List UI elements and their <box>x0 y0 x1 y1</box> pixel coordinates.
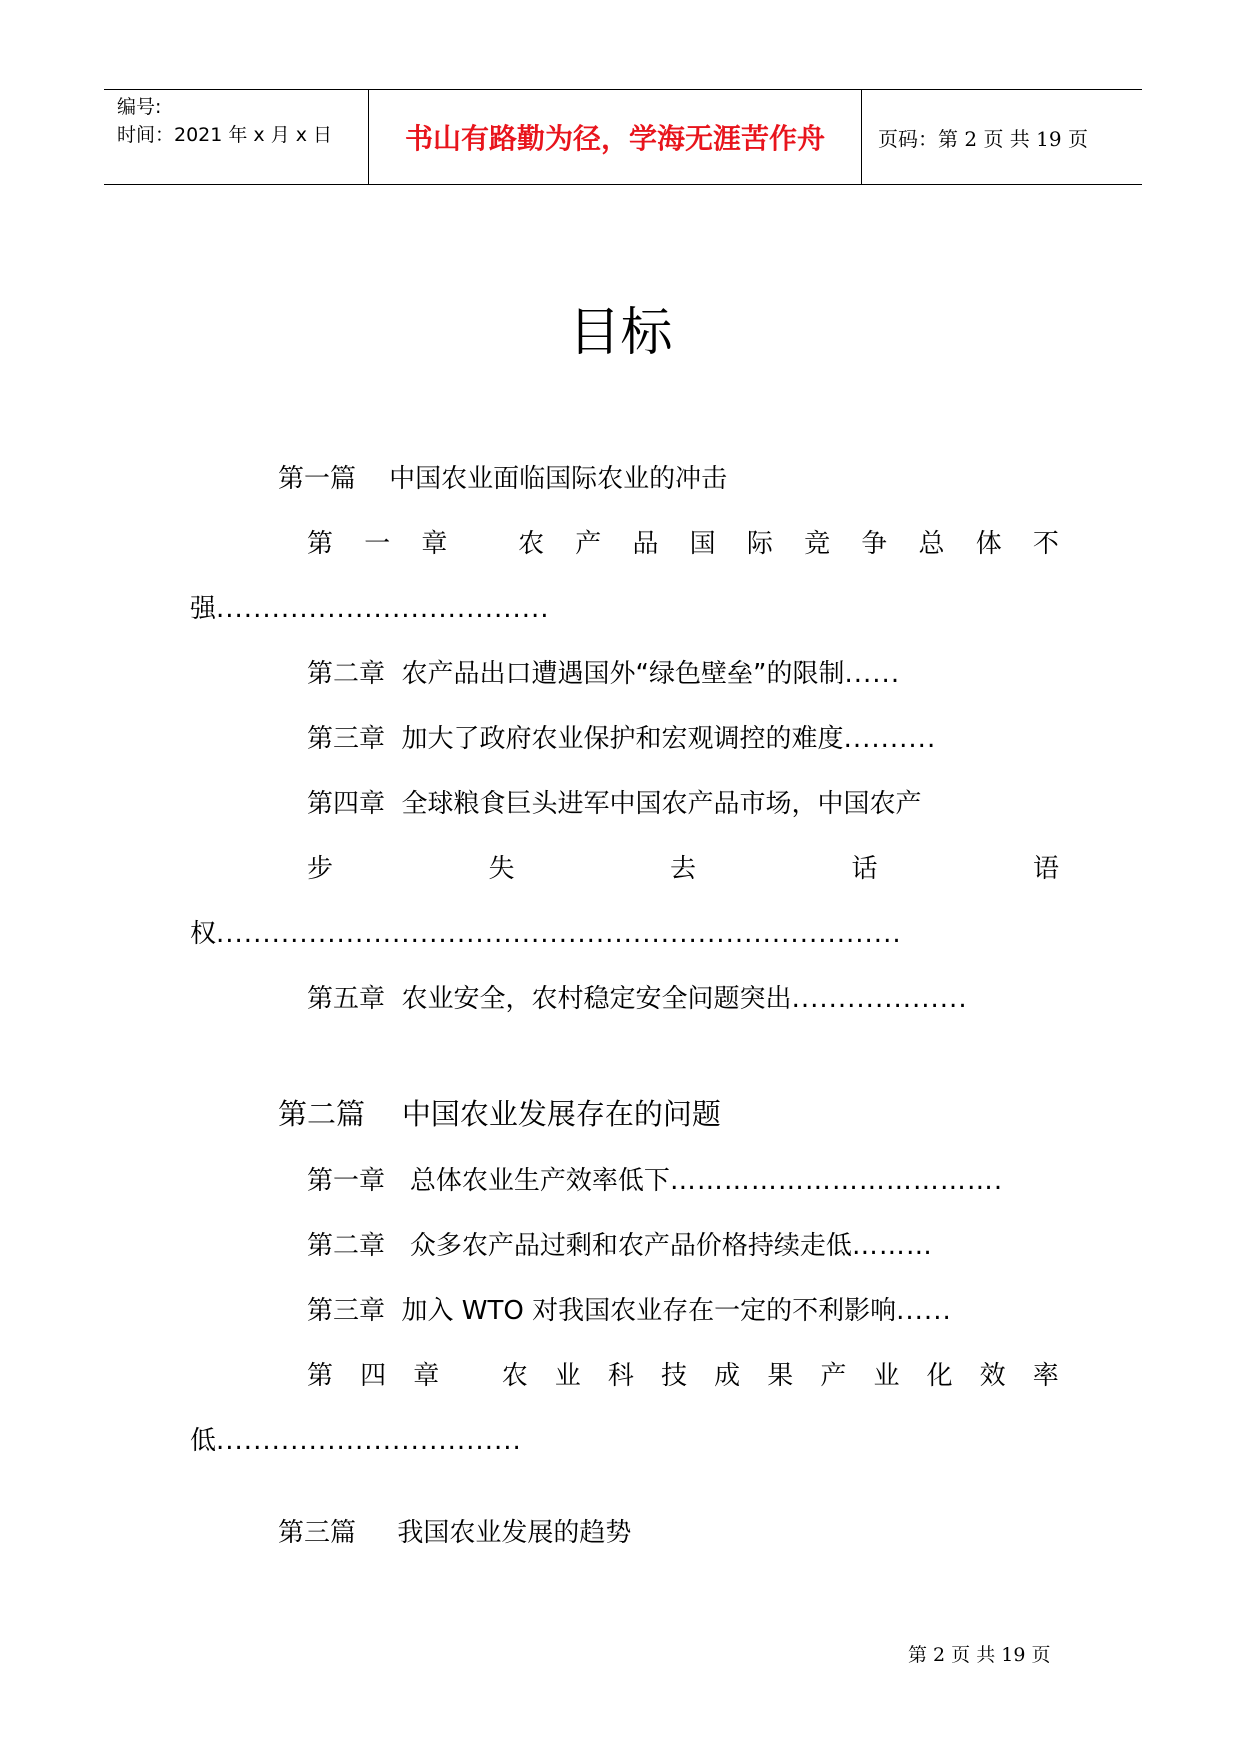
char: 际 <box>746 529 773 559</box>
char: 产 <box>820 1361 847 1391</box>
char: 不 <box>1032 529 1059 559</box>
leader-dots: ................................. <box>216 1426 522 1456</box>
toc-entry-2-3 <box>307 1290 952 1327</box>
toc-entry-2-4 <box>307 1355 1059 1392</box>
char: 科 <box>607 1361 634 1391</box>
toc-entry-1-1 <box>307 523 1059 560</box>
char: 总 <box>918 529 945 559</box>
chapter-label: 第三章 <box>307 1296 386 1326</box>
char: 产 <box>575 529 602 559</box>
chapter-label: 第二章 <box>307 659 386 689</box>
char: 第 <box>307 529 334 559</box>
chapter-title: 加大了政府农业保护和宏观调控的难度 <box>401 724 844 754</box>
chapter-title: 加入 WTO 对我国农业存在一定的不利影响 <box>401 1296 897 1326</box>
char: 四 <box>360 1361 387 1391</box>
part-1-heading <box>278 458 727 495</box>
char: 体 <box>975 529 1002 559</box>
char: 争 <box>861 529 888 559</box>
chapter-label: 第四章 <box>307 789 386 819</box>
time-label: 时间：2021 年 x 月 x 日 <box>117 124 333 146</box>
toc-entry-1-1-continued <box>190 588 550 625</box>
part-2-heading <box>278 1092 721 1133</box>
char: 失 <box>488 854 515 884</box>
header-table <box>104 89 1142 185</box>
chapter-title: 农业安全，农村稳定安全问题突出 <box>401 984 792 1014</box>
char: 技 <box>661 1361 688 1391</box>
chapter-title: 全球粮食巨头进军中国农产品市场，中国农产 <box>401 789 922 819</box>
leader-dots: ...... <box>844 659 901 689</box>
char: 业 <box>873 1361 900 1391</box>
char: 效 <box>979 1361 1006 1391</box>
toc-entry-2-2 <box>307 1225 933 1262</box>
leader-dots: ...... <box>896 1296 952 1326</box>
toc-entry-2-4-continued <box>190 1420 522 1457</box>
chapter-title: 众多农产品过剩和农产品价格持续走低 <box>409 1231 852 1261</box>
part-label: 第二篇 <box>278 1097 366 1131</box>
spacer <box>466 1355 474 1392</box>
chapter-label: 第一章 <box>307 1166 386 1196</box>
toc-entry-1-4 <box>307 783 922 820</box>
toc-entry-2-1 <box>307 1160 1003 1197</box>
char: 品 <box>632 529 659 559</box>
char: 化 <box>926 1361 953 1391</box>
header-middle-cell <box>369 90 862 184</box>
chapter-title: 农产品出口遭遇国外“绿色壁垒”的限制 <box>401 659 845 689</box>
char: 农 <box>518 529 545 559</box>
part-title: 我国农业发展的趋势 <box>397 1518 632 1548</box>
entry-text: 强 <box>190 594 217 624</box>
part-title: 中国农业面临国际农业的冲击 <box>389 464 728 494</box>
toc-entry-1-4-continued <box>190 913 902 950</box>
leader-dots: ………………………………. <box>669 1166 1004 1196</box>
char: 率 <box>1032 1361 1059 1391</box>
leader-dots: .................................... <box>216 594 550 624</box>
part-title: 中国农业发展存在的问题 <box>401 1097 721 1131</box>
char: 竞 <box>804 529 831 559</box>
char: 一 <box>364 529 391 559</box>
chapter-label: 第五章 <box>307 984 386 1014</box>
toc-entry-1-3 <box>307 718 936 755</box>
toc-entry-1-2 <box>307 653 900 690</box>
page-info: 页码：第 2 页 共 19 页 <box>878 127 1088 151</box>
char: 章 <box>421 529 448 559</box>
char: 国 <box>689 529 716 559</box>
toc-entry-1-4-line2 <box>307 848 1059 885</box>
chapter-label: 第三章 <box>307 724 386 754</box>
char: 果 <box>767 1361 794 1391</box>
leader-dots: .......................................................................... <box>216 919 902 949</box>
entry-text: 低 <box>190 1426 217 1456</box>
char: 话 <box>851 854 878 884</box>
char: 语 <box>1032 854 1059 884</box>
chapter-title: 总体农业生产效率低下 <box>409 1166 670 1196</box>
leader-dots: ……… <box>851 1231 933 1261</box>
spacer <box>479 523 487 560</box>
chapter-label: 第二章 <box>307 1231 386 1261</box>
char: 第 <box>307 1361 334 1391</box>
page-footer: 第 2 页 共 19 页 <box>908 1644 1051 1666</box>
part-label: 第一篇 <box>278 464 357 494</box>
char: 成 <box>714 1361 741 1391</box>
document-title: 目标 <box>568 303 673 363</box>
char: 去 <box>669 854 696 884</box>
part-label: 第三篇 <box>278 1518 357 1548</box>
part-3-heading <box>278 1512 631 1549</box>
char: 业 <box>554 1361 581 1391</box>
header-left-cell <box>104 90 369 184</box>
header-right-cell <box>862 90 1142 184</box>
motto: 书山有路勤为径，学海无涯苦作舟 <box>404 122 825 155</box>
char: 步 <box>307 854 334 884</box>
leader-dots: ................... <box>791 984 968 1014</box>
entry-text: 权 <box>190 919 217 949</box>
char: 农 <box>501 1361 528 1391</box>
leader-dots: .......... <box>843 724 937 754</box>
toc-entry-1-5 <box>307 978 968 1015</box>
number-label: 编号: <box>117 96 162 118</box>
char: 章 <box>413 1361 440 1391</box>
